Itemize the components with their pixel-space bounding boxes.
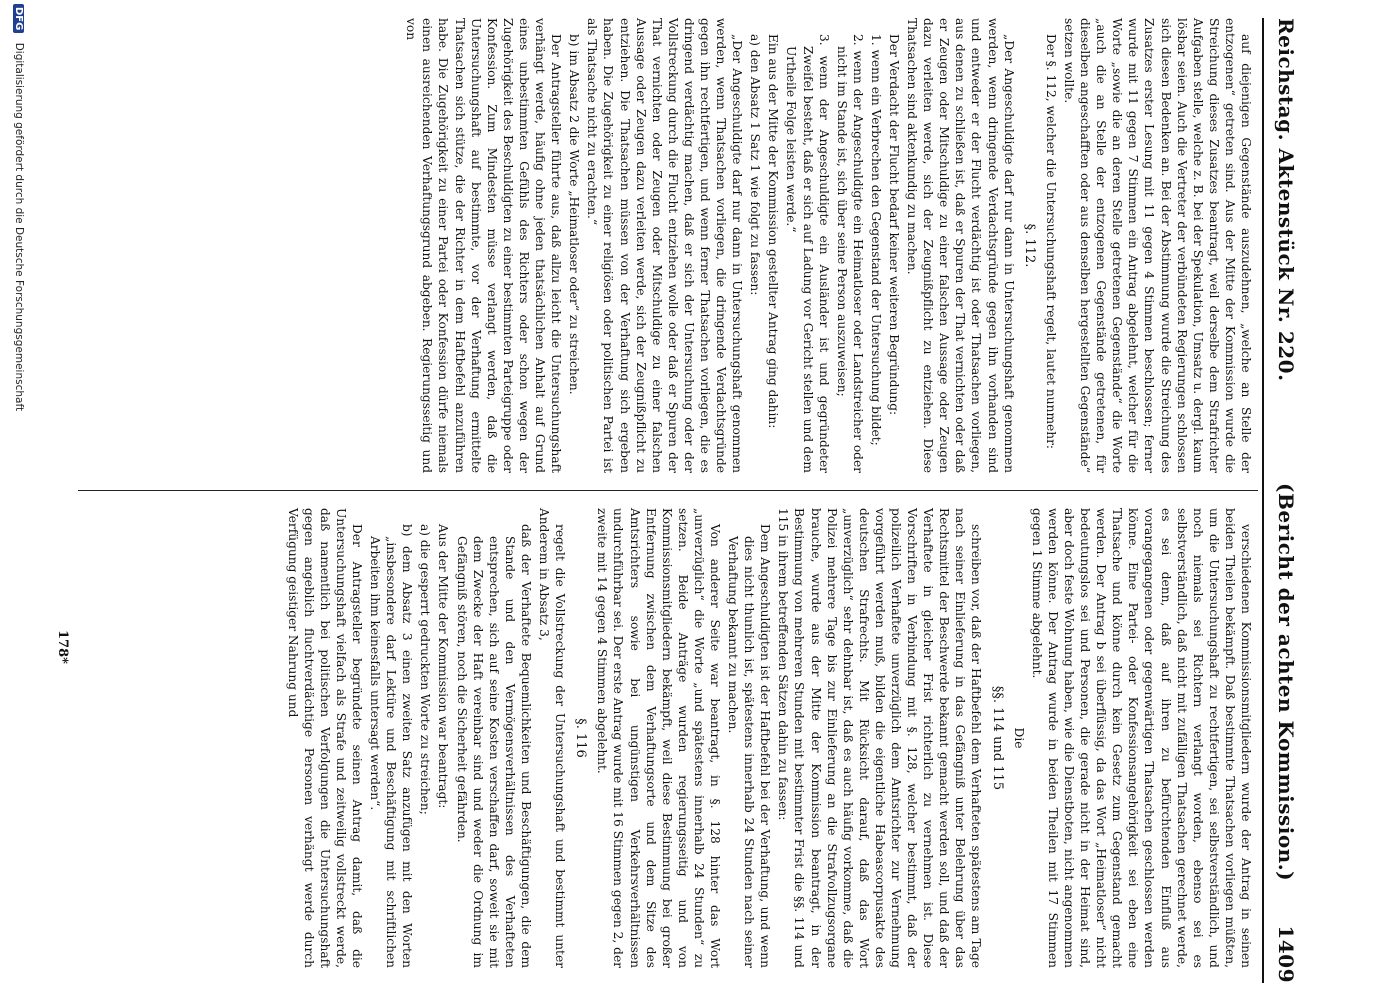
list-item: b) dem Absatz 3 einen zweiten Satz anzufügen mit den Worten „insbesondere darf Lektüre und Beschäftigung mit schriftlichen Arbeiten ihm keinesfalls untersagt werden“.	[368, 524, 415, 968]
section-heading: §. 112.	[1021, 223, 1037, 268]
paragraph: verschiedenen Kommissionsmitgliedern wurde der Antrag in seinen beiden Theilen bekämpft. Daß bestimmte Thatsachen vorliegen müßten, um die Untersuchungshaft zu rechtfertigen, sei selbstverständlich, und noch niemals sei Richtern verlangt worden, ebenso sei es selbstverständlich, daß nicht mit zufälligen Thatsachen gerechnet werde, es sei denn, daß auf ihren zu befürchtenden Einfluß aus vorangegangenen oder gegenwärtigen Thatsachen geschlossen werden könne. Eine Partei- oder Konfessionsangehörigkeit sei eben eine Thatsache und könne durch kein Gesetz zum Gegenstand gemacht werden. Der Antrag b sei überflüssig, da das Wort „Heimatloser“ nicht bedeutungslos sei und Personen, die gerade nicht in der Heimat sind, aber doch feste Wohnung haben, wie die Dienstboten, nicht angenommen werden könne. Der Antrag wurde in beiden Theilen mit 17 Stimmen gegen 1 Stimme abgelehnt.	[1029, 508, 1253, 968]
credit-text: Digitalisierung gefördert durch die Deutsche Forschungsgemeinschaft	[13, 42, 25, 412]
list-item: 1. wenn ein Verbrechen den Gegenstand der Untersuchung bildet;	[868, 34, 883, 446]
paragraph: Der Antragsteller führte aus, daß allzu leicht die Untersuchungshaft verhängt werde, häufig ohne jeden thatsächlichen Anhalt auf Grund eines unbestimmten Gefühls des Richters oder schon wegen der Zugehörigkeit des Beschuldigten zu einer bestimmten Parteigruppe oder Konfession. Zum Mindesten müsse verlangt werden, daß die Untersuchungshaft auf bestimmte, vor der Verhaftung ermittelte Thatsachen sich stütze, die der Richter in dem Haftbefehl anzuführen habe. Die Zugehörigkeit zu einer Partei oder Konfession dürfe niemals einen ausreichenden Verhaftungsgrund abgeben. Regierungsseitig und von	[404, 18, 564, 473]
quoted-text: daß der Verhaftete Bequemlichkeiten und Beschäftigungen, die dem Stande und den Vermögensverhältnissen des Verhafteten entsprechen, sich auf seine Kosten verschaffen darf, soweit sie mit dem Zwecke der Haft vereinbar sind und weder die Ordnung im Gefängniß stören, noch die Sicherheit gefährden.	[454, 524, 533, 968]
list-item: 3. wenn der Angeschuldigte ein Ausländer ist und gegründeter Zweifel besteht, daß er sich auf Ladung vor Gericht stellen und dem Urtheile Folge leisten werde.“	[784, 34, 831, 473]
paragraph: Von anderer Seite war beantragt, in §. 128 hinter das Wort „unverzüglich“ die Worte „und spätestens innerhalb 24 Stunden“ zu setzen. Beide Anträge wurden regierungsseitig und von Kommissionsmitgliedern bekämpft, weil diese Bestimmung bei großer Entfernung zwischen dem Verhaftungsorte und dem Sitze des Amtsrichters sowie bei ungünstigen Verkehrsverhältnissen undurchführbar sei. Der erste Antrag wurde mit 16 Stimmen gegen 2, der zweite mit 14 gegen 4 Stimmen abgelehnt.	[595, 508, 722, 968]
paragraph: Aus der Mitte der Kommission war beantragt:	[436, 524, 451, 809]
left-column	[401, 18, 1254, 473]
paragraph: Der §. 112, welcher die Untersuchungshaft regelt, lautet nunmehr:	[1043, 34, 1058, 450]
section-heading: §. 116	[573, 718, 589, 758]
paragraph: regelt die Vollstreckung der Untersuchungshaft und bestimmt unter Anderem in Absatz 3,	[537, 508, 568, 968]
quoted-text: Dem Angeschuldigten ist der Haftbefehl bei der Verhaftung, und wenn dies nicht thunlich ist, spätestens innerhalb 24 Stunden nach seiner Verhaftung bekannt zu machen.	[726, 524, 773, 968]
list-item: a) die gesperrt gedruckten Worte zu streichen;	[418, 524, 433, 815]
paragraph: Der Verdacht der Flucht bedarf keiner weiteren Begründung:	[887, 34, 902, 416]
paragraph: Der Antragsteller begründete seinen Antrag damit, daß die Untersuchungshaft vielfach als Strafe und zeitweilig vollstreckt werde, daß namentlich bei politischen Verfolgungen die Untersuchungshaft gegen angeblich fluchtverdächtige Personen verhängt werde durch Verfügung geistiger Nahrung und	[285, 508, 365, 968]
paragraph: Ein aus der Mitte der Kommission gestellter Antrag ging dahin:	[766, 34, 781, 429]
section-heading: §§. 114 und 115	[989, 685, 1005, 791]
paragraph: auf diejenigen Gegenstände auszudehnen, „welche an Stelle der entzogenen“ getreten sind. Aus der Mitte der Kommission wurde die Streichung dieses Zusatzes beantragt, weil derselbe dem Strafrichter Aufgaben stelle, welche z. B. bei der Spekulation, Umsatz u. dergl. kaum lösbar seien. Auch die Vertreter der verbündeten Regierungen schlossen sich diesen Bedenken an. Bei der Abstimmung wurde die Streichung des Zusatzes erster Lesung mit 11 gegen 4 Stimmen beschlossen; ferner wurde mit 11 gegen 7 Stimmen ein Antrag abgelehnt, welcher für die Worte „sowie die an deren Stelle getretenen Gegenstände“ die Worte „auch die an Stelle der entzogenen Gegenstände getretenen, für dieselben angeschafften oder aus denselben hergestellten Gegenstände“ setzen wollte.	[1061, 18, 1253, 473]
header-subtitle: (Bericht der achten Kommission.)	[1274, 483, 1298, 882]
column-divider	[78, 490, 1258, 491]
list-item: a) den Absatz 1 Satz 1 wie folgt zu fassen:	[748, 34, 763, 296]
paragraph: Die	[1011, 727, 1026, 749]
paragraph: „Der Angeschuldigte darf nur dann in Untersuchungshaft genommen werden, wenn Thatsachen vorliegen, die dringende Verdachtsgründe gegen ihn rechtfertigen, und wenn ferner Thatsachen vorliegen, die es dringend verdächtig machen, daß er sich der Untersuchung oder der Vollstreckung durch die Flucht entziehen wolle oder daß er Spuren der That vernichten oder Zeugen oder Mitschuldige zu einer falschen Aussage oder Zeugen dazu verleiten werde, sich der Zeugnißpflicht zu entziehen. Die Thatsachen müssen von der Verhaftung sich ergeben haben. Die Zugehörigkeit zu einer religiösen oder politischen Partei ist als Thatsache nicht zu erachten.“	[585, 18, 745, 473]
header-title: Reichstag. Aktenstück Nr. 220.	[1274, 18, 1298, 382]
paragraph: „Der Angeschuldigte darf nur dann in Untersuchungshaft genommen werden, wenn dringende Verdachtsgründe gegen ihn vorhanden sind und entweder er der Flucht verdächtig ist oder Thatsachen vorliegen, aus denen zu schließen ist, daß er Spuren der That vernichten oder daß er Zeugen oder Mitschuldige zu einer falschen Aussage oder Zeugen dazu verleiten werde, sich der Zeugnißpflicht zu entziehen. Diese Thatsachen sind aktenkundig zu machen.	[905, 18, 1016, 473]
list-item: b) im Absatz 2 die Worte „Heimatloser oder“ zu streichen.	[567, 34, 582, 395]
header-rule	[1262, 18, 1264, 983]
digitization-credit	[13, 4, 25, 411]
dfg-logo-icon: DFG	[13, 4, 24, 33]
page-header	[1268, 18, 1302, 983]
paragraph: schreiben vor, daß der Haftbefehl dem Verhafteten spätestens am Tage nach seiner Einlieferung in das Gefängniß unter Belehrung über das Rechtsmittel der Beschwerde bekannt gemacht werden soll, und daß der Verhaftete in gleicher Frist richterlich zu vernehmen ist. Diese Vorschriften in Verbindung mit §. 128, welcher bestimmt, daß der polizeilich Verhaftete unverzüglich dem Amtsrichter zur Vernehmung vorgeführt werden muß, bilden die eigentliche Habeascorpusakte des deutschen Strafrechts. Mit Rücksicht darauf, daß das Wort „unverzüglich“ sehr dehnbar ist, daß es auch häufig vorkomme, daß die Polizei mehrere Tage bis zur Einlieferung an die Strafvollzugsorgane brauche, wurde aus der Mitte der Kommission beantragt, in der Bestimmung von mehreren Stunden mit bestimmter Frist die §§. 114 und 115 in ihrem betreffenden Sätzen dahin zu fassen:	[776, 508, 984, 968]
page-number: 1409	[1274, 925, 1298, 983]
right-column	[283, 508, 1254, 968]
sheet-mark: 178*	[55, 630, 70, 664]
list-item: 2. wenn der Angeschuldigte ein Heimatloser oder Landstreicher oder nicht im Stande ist, sich über seine Person auszuweisen;	[834, 34, 865, 473]
